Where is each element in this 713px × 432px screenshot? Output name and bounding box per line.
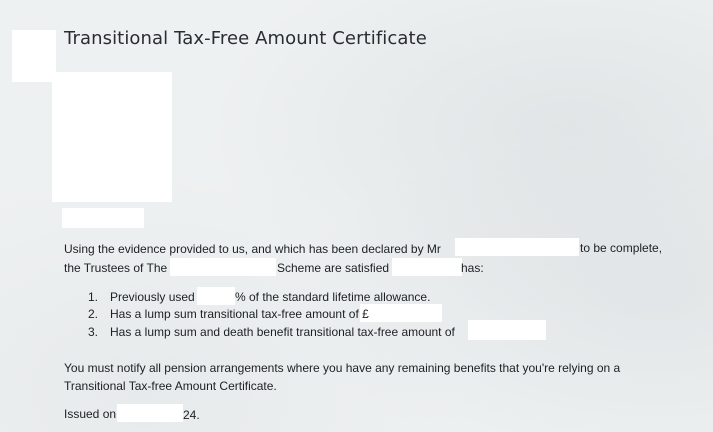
redaction-percentage	[197, 287, 235, 305]
paragraph-2-line-1: You must notify all pension arrangements where you have any remaining benefits that you're relying on a	[64, 361, 621, 375]
redaction-lump-sum-amount	[360, 304, 442, 322]
page-title: Transitional Tax-Free Amount Certificate	[64, 28, 427, 49]
paragraph-2-line-2: Transitional Tax-free Amount Certificate.	[64, 379, 277, 393]
issued-on-label: Issued on	[64, 407, 117, 421]
redaction-reference	[62, 208, 144, 228]
redaction-death-benefit-amount	[468, 320, 546, 340]
paragraph-1-line-1-start: Using the evidence provided to us, and which has been declared by Mr	[64, 242, 441, 256]
list-item-1-number: 1.	[88, 290, 99, 304]
redaction-member-name	[455, 238, 579, 256]
redaction-issue-date	[117, 404, 183, 422]
list-item-2-text: Has a lump sum transitional tax-free amount of £	[110, 307, 369, 321]
list-item-1-text-a: Previously used	[110, 290, 195, 304]
list-item-3-number: 3.	[88, 325, 99, 339]
list-item-1-text-b: % of the standard lifetime allowance.	[235, 290, 431, 304]
paragraph-1-line-2-mid: Scheme are satisfied	[277, 261, 390, 275]
redaction-scheme-name	[170, 258, 276, 276]
redaction-address-block	[52, 72, 172, 202]
paragraph-1-line-2-end: has:	[461, 261, 484, 275]
redaction-member-name-2	[392, 258, 462, 276]
paragraph-1-line-1-end: to be complete,	[580, 241, 663, 255]
issued-on-date-suffix: 24.	[183, 408, 200, 422]
paragraph-1-line-2-start: the Trustees of The	[64, 261, 168, 275]
list-item-2-number: 2.	[88, 307, 99, 321]
list-item-3-text: Has a lump sum and death benefit transitional tax-free amount of	[110, 325, 455, 339]
redaction-logo-corner	[12, 30, 56, 82]
